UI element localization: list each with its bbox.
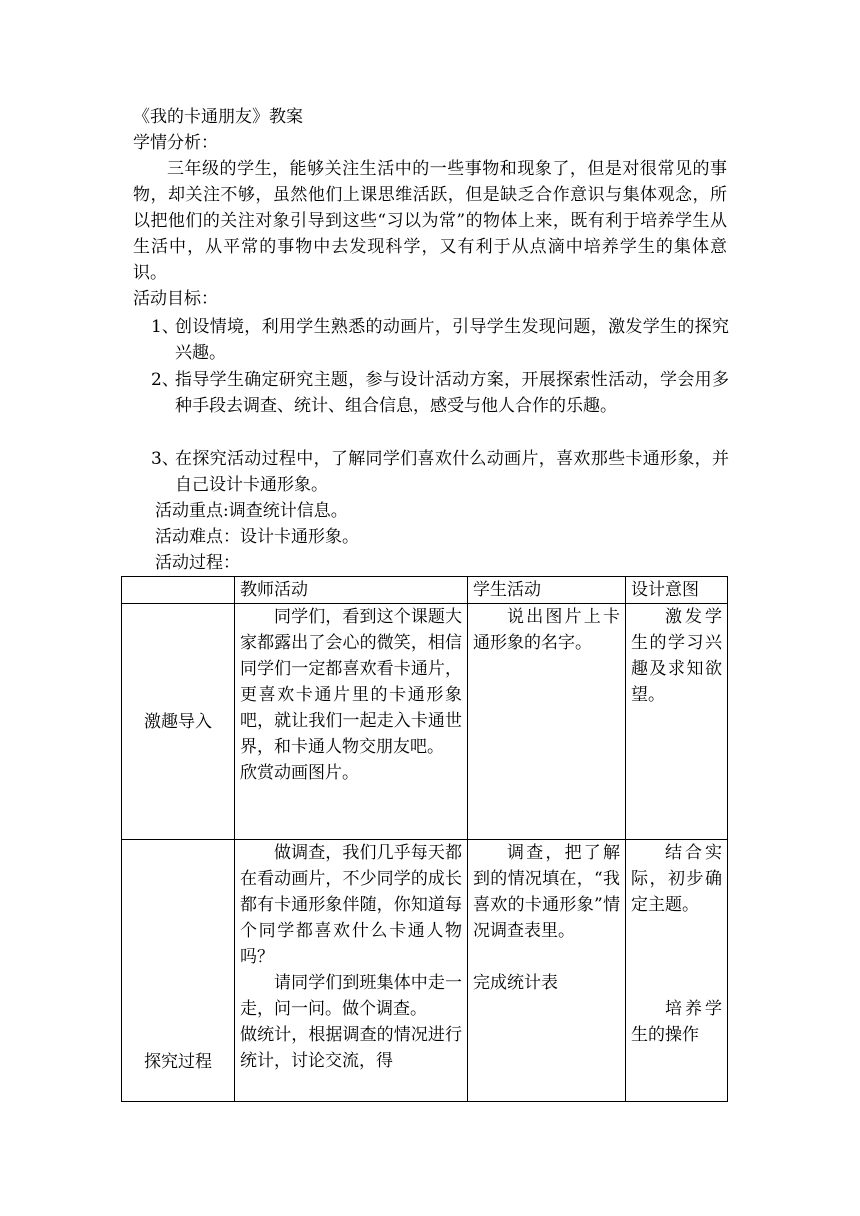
teacher-activity-text: 欣赏动画图片。 [240,763,359,783]
goal-item [151,367,729,445]
design-intent-text: 结合实际，初步确定主题。 [631,843,722,915]
activity-table [121,576,728,1102]
design-intent-cell [626,604,728,840]
student-activity-cell [468,840,626,1102]
teacher-activity-text: 请同学们到班集体中走一走，问一问。做个调查。 [240,973,462,1019]
analysis-paragraph: 三年级的学生，能够关注生活中的一些事物和现象了，但是对很常见的事物，却关注不够，虽然他们上课思维活跃，但是缺乏合作意识与集体观念，所以把他们的关注对象引导到这些“习以为常”的物体上来，既有利于培养学生从生活中，从平常的事物中去发现科学，又有利于从点滴中培养学生的集体意识。 [133,159,727,283]
design-intent-text: 激发学生的学习兴趣及求知欲望。 [631,607,722,705]
student-activity-text: 说出图片上卡通形象的名字。 [473,607,620,653]
row-label: 激趣导入 [122,604,235,840]
table-row [122,604,728,840]
row-label: 探究过程 [122,840,235,1102]
design-intent-text: 培养学生的操作 [631,999,722,1045]
table-header-cell [122,577,235,604]
difficulty: 活动难点：设计卡通形象。 [155,527,359,547]
table-header-cell: 教师活动 [235,577,468,604]
teacher-activity-text: 做统计，根据调查的情况进行统计，讨论交流，得 [240,1025,462,1071]
table-header-cell: 设计意图 [626,577,728,604]
goal-number: 2、 [151,370,179,390]
goal-item [151,446,729,498]
teacher-activity-cell [235,840,468,1102]
analysis-heading: 学情分析： [133,133,218,153]
student-activity-text: 完成统计表 [473,973,558,993]
teacher-activity-text: 做调查，我们几乎每天都在看动画片，不少同学的成长都有卡通形象伴随，你知道每个同学都喜欢什么卡通人物吗？ [240,843,462,967]
table-header-cell: 学生活动 [468,577,626,604]
goal-text: 创设情境，利用学生熟悉的动画片，引导学生发现问题，激发学生的探究兴趣。 [175,317,729,363]
document-title: 《我的卡通朋友》教案 [133,107,303,127]
goals-heading: 活动目标： [133,289,218,309]
table-header-row [122,577,728,604]
teacher-activity-text: 同学们，看到这个课题大家都露出了会心的微笑，相信同学们一定都喜欢看卡通片，更喜欢卡通片里的卡通形象吧，就让我们一起走入卡通世界，和卡通人物交朋友吧。 [240,607,462,757]
process-heading: 活动过程： [155,553,240,573]
key-point: 活动重点:调查统计信息。 [155,501,348,521]
goal-item [151,314,729,366]
goal-number: 3、 [151,449,179,469]
goal-text: 指导学生确定研究主题，参与设计活动方案，开展探索性活动，学会用多种手段去调查、统计、组合信息，感受与他人合作的乐趣。 [175,370,729,416]
goal-text: 在探究活动过程中，了解同学们喜欢什么动画片，喜欢那些卡通形象，并自己设计卡通形象。 [175,449,729,495]
teacher-activity-cell [235,604,468,840]
table-row [122,840,728,1102]
design-intent-cell [626,840,728,1102]
student-activity-text: 调查，把了解到的情况填在，“我喜欢的卡通形象”情况调查表里。 [473,843,620,941]
student-activity-cell [468,604,626,840]
goal-number: 1、 [151,317,179,337]
